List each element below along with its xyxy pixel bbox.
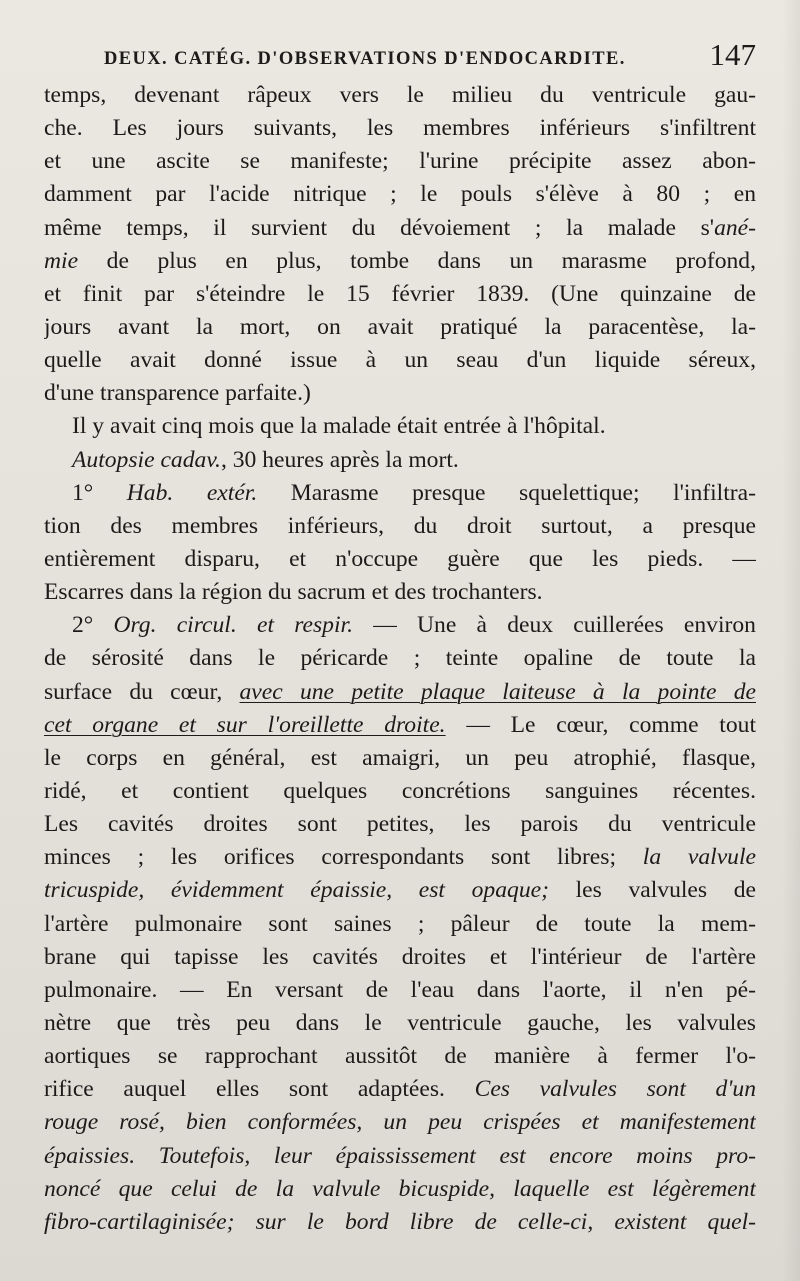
text-line — [44, 1106, 756, 1139]
text-line — [44, 344, 756, 377]
text-line — [44, 112, 756, 145]
text-segment: épaissies. Toutefois, leur épaississement est encore moins pro- — [44, 1142, 756, 1169]
text-segment: Org. circul. et respir. — [113, 612, 353, 639]
text-segment: ané- — [714, 214, 756, 241]
text-segment: tion des membres inférieurs, du droit surtout, a presque — [44, 512, 756, 539]
text-segment: rouge rosé, bien conformées, un peu crispées et manifestement — [44, 1109, 756, 1136]
text-line — [44, 874, 756, 907]
text-line — [44, 742, 756, 775]
text-line — [44, 841, 756, 874]
text-line — [44, 79, 756, 112]
text-segment: Escarres dans la région du sacrum et des trochanters. — [44, 579, 543, 606]
text-line — [44, 1140, 756, 1173]
text-segment: , 30 heures après la mort. — [220, 446, 459, 473]
text-line — [44, 775, 756, 808]
text-segment: Autopsie cadav. — [72, 446, 221, 473]
text-line — [44, 212, 756, 245]
text-segment: nètre que très peu dans le ventricule gauche, les valvules — [44, 1009, 756, 1036]
text-segment: temps, devenant râpeux vers le milieu du ventricule gau- — [44, 82, 756, 108]
text-segment: même temps, il survient du dévoiement ; la malade s' — [44, 214, 715, 241]
text-line — [44, 178, 756, 211]
text-segment: l'artère pulmonaire sont saines ; pâleur de toute la mem- — [44, 910, 756, 937]
text-line — [44, 410, 756, 443]
text-line — [44, 145, 756, 178]
text-line — [44, 709, 756, 742]
text-line — [44, 1007, 756, 1040]
text-segment: et une ascite se manifeste; l'urine précipite assez abon- — [44, 148, 756, 175]
text-line — [44, 543, 756, 576]
page-header — [104, 30, 756, 70]
text-segment: entièrement disparu, et n'occupe guère que les pieds. — — [44, 545, 756, 572]
text-segment: noncé que celui de la valvule bicuspide, laquelle est légèrement — [44, 1175, 756, 1202]
text-line — [44, 974, 756, 1007]
text-line — [44, 444, 756, 477]
text-segment: aortiques se rapprochant aussitôt de manière à fermer l'o- — [44, 1043, 756, 1070]
text-segment: rifice auquel elles sont adaptées. — [44, 1076, 475, 1103]
text-segment: cet organe et sur l'oreillette droite. — [44, 711, 446, 738]
text-segment: che. Les jours suivants, les membres inférieurs s'infiltrent — [44, 115, 756, 142]
text-segment: d'une transparence parfaite.) — [44, 380, 311, 407]
text-line — [44, 808, 756, 841]
text-segment: Hab. extér. — [126, 479, 258, 506]
text-segment: et finit par s'éteindre le 15 février 1839. (Une quinzaine de — [44, 280, 756, 307]
text-line — [44, 311, 756, 344]
text-segment: damment par l'acide nitrique ; le pouls s'élève à 80 ; en — [44, 181, 756, 208]
text-segment: Marasme presque squelettique; l'infiltra- — [257, 479, 756, 506]
text-line — [44, 1073, 756, 1106]
text-segment: 1° — [72, 479, 127, 506]
text-line — [44, 609, 756, 642]
text-segment: Ces valvules sont d'un — [474, 1076, 756, 1103]
text-segment: pulmonaire. — En versant de l'eau dans l'aorte, il n'en pé- — [44, 976, 756, 1003]
text-segment: Il y avait cinq mois que la malade était entrée à l'hôpital. — [72, 413, 606, 440]
text-line — [44, 1206, 756, 1239]
text-segment: — Le cœur, comme tout — [445, 711, 756, 738]
text-segment: les valvules de — [548, 877, 756, 904]
text-line — [44, 1173, 756, 1206]
text-line — [44, 245, 756, 278]
text-line — [44, 941, 756, 974]
text-segment: 2° — [72, 612, 114, 639]
running-head: DEUX. CATÉG. D'OBSERVATIONS D'ENDOCARDITE. — [104, 49, 626, 69]
text-segment: Les cavités droites sont petites, les parois du ventricule — [44, 811, 756, 838]
text-segment: fibro-cartilaginisée; sur le bord libre de celle-ci, existent quel- — [44, 1208, 756, 1235]
text-segment: surface du cœur, — [44, 678, 240, 705]
text-line — [44, 278, 756, 311]
text-segment: avec une petite plaque laiteuse à la pointe de — [239, 678, 756, 705]
text-line — [44, 908, 756, 941]
text-line — [44, 676, 756, 709]
text-line — [44, 377, 756, 410]
text-segment: de plus en plus, tombe dans un marasme profond, — [78, 247, 756, 274]
text-segment: minces ; les orifices correspondants sont libres; — [44, 844, 643, 871]
text-segment: tricuspide, évidemment épaissie, est opaque; — [44, 877, 549, 904]
text-segment: brane qui tapisse les cavités droites et l'intérieur de l'artère — [44, 943, 756, 970]
text-line — [44, 477, 756, 510]
body-text — [44, 79, 756, 1239]
text-segment: — Une à deux cuillerées environ — [353, 612, 756, 639]
page-number: 147 — [709, 37, 756, 72]
text-segment: ridé, et contient quelques concrétions sanguines récentes. — [44, 777, 756, 804]
text-line — [44, 510, 756, 543]
text-line — [44, 576, 756, 609]
text-line — [44, 1040, 756, 1073]
text-segment: quelle avait donné issue à un seau d'un liquide séreux, — [44, 347, 756, 374]
page-edge-shadow — [782, 0, 800, 1281]
text-segment: la valvule — [642, 844, 756, 871]
text-line — [44, 642, 756, 675]
text-segment: de sérosité dans le péricarde ; teinte opaline de toute la — [44, 645, 756, 672]
text-segment: mie — [44, 247, 79, 274]
text-segment: le corps en général, est amaigri, un peu atrophié, flasque, — [44, 744, 756, 771]
text-segment: jours avant la mort, on avait pratiqué la paracentèse, la- — [44, 313, 756, 340]
